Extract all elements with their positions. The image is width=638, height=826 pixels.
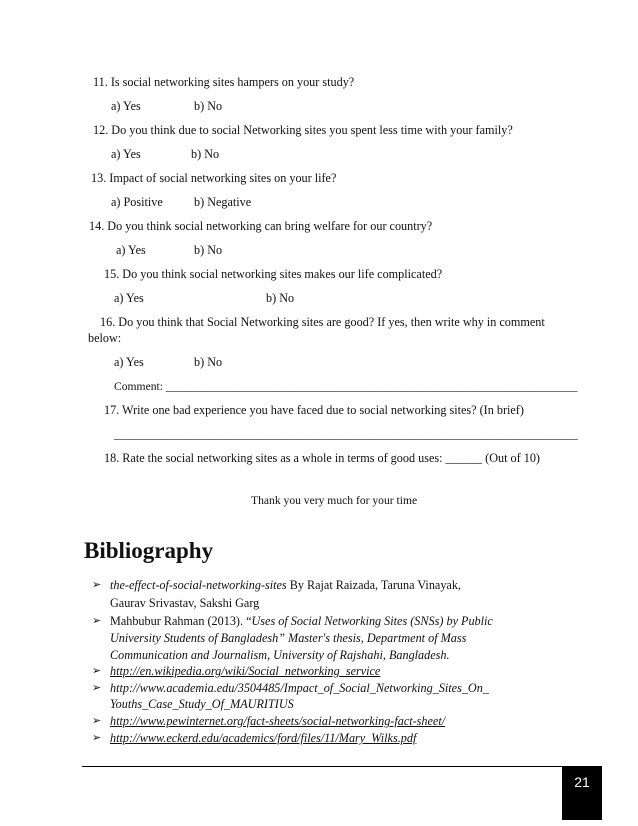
- bib-entry-4-line2: Youths_Case_Study_Of_MAURITIUS: [110, 697, 294, 711]
- question-14: 14. Do you think social networking can bring welfare for our country?: [89, 219, 433, 233]
- question-13: 13. Impact of social networking sites on your life?: [91, 171, 337, 185]
- arrow-bullet-icon: ➢: [92, 732, 102, 744]
- q13-option-a: a) Positive: [111, 195, 163, 209]
- bib-entry-2-author: Mahbubur Rahman (2013). “: [110, 614, 252, 628]
- question-11: 11. Is social networking sites hampers on your study?: [93, 75, 355, 89]
- question-18: 18. Rate the social networking sites as a whole in terms of good uses: ______ (Out of 10): [104, 451, 540, 465]
- page-number-box: [562, 766, 602, 820]
- q15-option-b: b) No: [266, 291, 295, 305]
- q12-option-b: b) No: [191, 147, 220, 161]
- q16-option-b: b) No: [194, 355, 223, 369]
- q12-option-a: a) Yes: [111, 147, 141, 161]
- q15-option-a: a) Yes: [114, 291, 144, 305]
- arrow-bullet-icon: ➢: [92, 715, 102, 727]
- q13-option-b: b) Negative: [194, 195, 252, 209]
- bib-entry-3[interactable]: [92, 664, 381, 679]
- bib-entry-2-line3: Communication and Journalism, University of Rajshahi, Bangladesh.: [110, 648, 450, 662]
- bib-entry-1-authors: By Rajat Raizada, Taruna Vinayak,: [286, 578, 461, 592]
- bib-entry-1-title: the-effect-of-social-networking-sites: [110, 578, 287, 592]
- arrow-bullet-icon: ➢: [92, 615, 102, 627]
- bib-link-academia[interactable]: http://www.academia.edu/3504485/Impact_of_Social_Networking_Sites_On_: [110, 681, 489, 695]
- bib-entry-4[interactable]: [92, 681, 489, 696]
- arrow-bullet-icon: ➢: [92, 665, 102, 677]
- q16-comment-line: Comment: _______________________________________________________________________: [114, 380, 578, 393]
- bib-entry-5[interactable]: [92, 714, 446, 729]
- bib-entry-2-line2: University Students of Bangladesh” Master's thesis, Department of Mass: [110, 631, 467, 645]
- bib-entry-2-title: Uses of Social Networking Sites (SNSs) by Public: [251, 614, 493, 628]
- question-16-line1: 16. Do you think that Social Networking sites are good? If yes, then write why in comment: [100, 315, 545, 329]
- q14-option-a: a) Yes: [116, 243, 146, 257]
- thank-you-note: Thank you very much for your time: [251, 494, 418, 507]
- bib-link-eckerd[interactable]: http://www.eckerd.edu/academics/ford/files/11/Mary_Wilks.pdf: [110, 731, 417, 745]
- bib-link-wikipedia[interactable]: http://en.wikipedia.org/wiki/Social_networking_service: [110, 664, 381, 678]
- question-12: 12. Do you think due to social Networking sites you spent less time with your family?: [93, 123, 513, 137]
- footer-divider: [82, 766, 564, 767]
- q11-option-b: b) No: [194, 99, 223, 113]
- bib-entry-2: [92, 614, 493, 629]
- bib-entry-6[interactable]: [92, 731, 417, 746]
- question-15: 15. Do you think social networking sites makes our life complicated?: [104, 267, 443, 281]
- page-number: 21: [574, 774, 590, 790]
- bib-entry-1: [92, 578, 461, 593]
- q14-option-b: b) No: [194, 243, 223, 257]
- arrow-bullet-icon: ➢: [92, 682, 102, 694]
- arrow-bullet-icon: ➢: [92, 579, 102, 591]
- q16-option-a: a) Yes: [114, 355, 144, 369]
- bibliography-heading: Bibliography: [84, 538, 214, 563]
- bib-entry-1-line2: Gaurav Srivastav, Sakshi Garg: [110, 596, 260, 610]
- bib-link-pewinternet[interactable]: http://www.pewinternet.org/fact-sheets/social-networking-fact-sheet/: [110, 714, 446, 728]
- question-17: 17. Write one bad experience you have faced due to social networking sites? (In brief): [104, 403, 524, 417]
- question-16-line2: below:: [88, 331, 122, 345]
- q11-option-a: a) Yes: [111, 99, 141, 113]
- q17-answer-line: ________________________________________________________________________________: [114, 428, 578, 441]
